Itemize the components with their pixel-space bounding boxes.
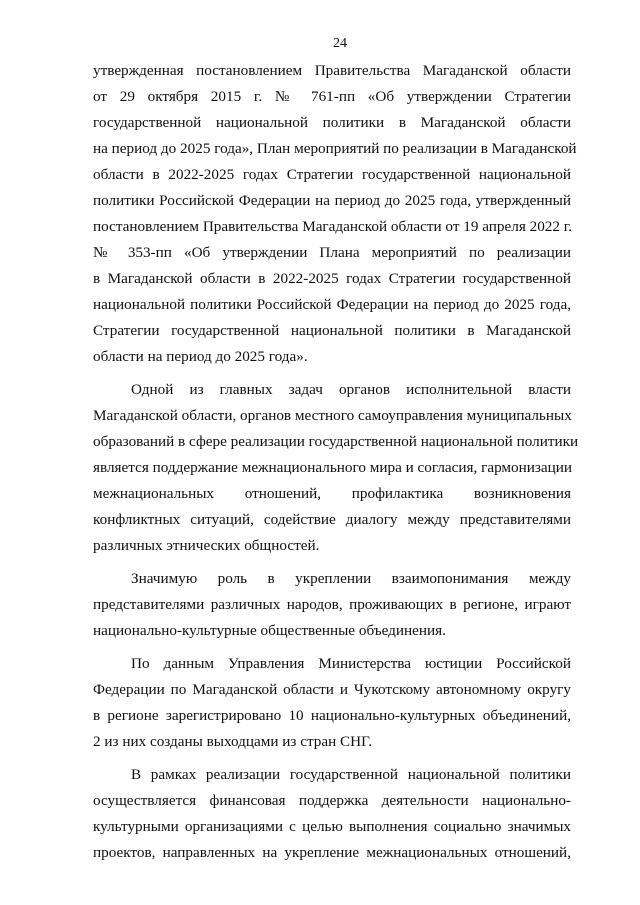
page-number: 24 [333, 36, 347, 51]
text-line: является поддержание межнационального мира и согласия, гармонизации [93, 459, 573, 476]
text-line: Магаданской области, органов местного самоуправления муниципальных [93, 407, 572, 424]
text-line: Федерации по Магаданской области и Чукотскому автономному округу [93, 681, 571, 698]
text-line: представителями различных народов, проживающих в регионе, играют [93, 596, 571, 613]
text-line: Значимую роль в укреплении взаимопонимания между [131, 570, 571, 587]
text-line: национальной политики Российской Федерации на период до 2025 года, [93, 296, 571, 313]
text-line: на период до 2025 года», План мероприятий по реализации в Магаданской [93, 140, 577, 157]
paragraph [93, 566, 571, 644]
text-line: культурными организациями с целью выполнения социально значимых [93, 818, 571, 835]
text-line: области в 2022-2025 годах Стратегии государственной национальной [93, 166, 571, 183]
text-line: в Магаданской области в 2022-2025 годах Стратегии государственной [93, 270, 571, 287]
text-line: в регионе зарегистрировано 10 национально-культурных объединений, [93, 707, 571, 724]
paragraph [93, 58, 577, 370]
paragraph [93, 762, 571, 866]
text-line: различных этнических общностей. [93, 537, 320, 554]
text-line: 2 из них созданы выходцами из стран СНГ. [93, 733, 373, 750]
text-line: Одной из главных задач органов исполнительной власти [131, 381, 571, 398]
text-line: утвержденная постановлением Правительства Магаданской области [93, 62, 571, 79]
text-line: политики Российской Федерации на период до 2025 года, утвержденный [93, 192, 571, 209]
text-line: проектов, направленных на укрепление межнациональных отношений, [93, 844, 571, 861]
document-body [93, 58, 579, 866]
text-line: № 353-пп «Об утверждении Плана мероприятий по реализации [93, 244, 571, 261]
text-line: национально-культурные общественные объединения. [93, 622, 446, 639]
paragraph [93, 651, 571, 755]
text-line: межнациональных отношений, профилактика возникновения [93, 485, 571, 502]
text-line: По данным Управления Министерства юстиции Российской [131, 655, 571, 672]
text-line: области на период до 2025 года». [93, 348, 308, 365]
text-line: постановлением Правительства Магаданской области от 19 апреля 2022 г. [93, 218, 573, 235]
text-line: от 29 октября 2015 г. № 761-пп «Об утверждении Стратегии [93, 88, 571, 105]
text-line: конфликтных ситуаций, содействие диалогу между представителями [93, 511, 571, 528]
text-line: Стратегии государственной национальной политики в Магаданской [93, 322, 571, 339]
text-line: осуществляется финансовая поддержка деятельности национально- [93, 792, 571, 809]
text-line: государственной национальной политики в Магаданской области [93, 114, 571, 131]
text-line: образований в сфере реализации государственной национальной политики [93, 433, 579, 450]
paragraph [93, 377, 579, 559]
text-line: В рамках реализации государственной национальной политики [131, 766, 571, 783]
